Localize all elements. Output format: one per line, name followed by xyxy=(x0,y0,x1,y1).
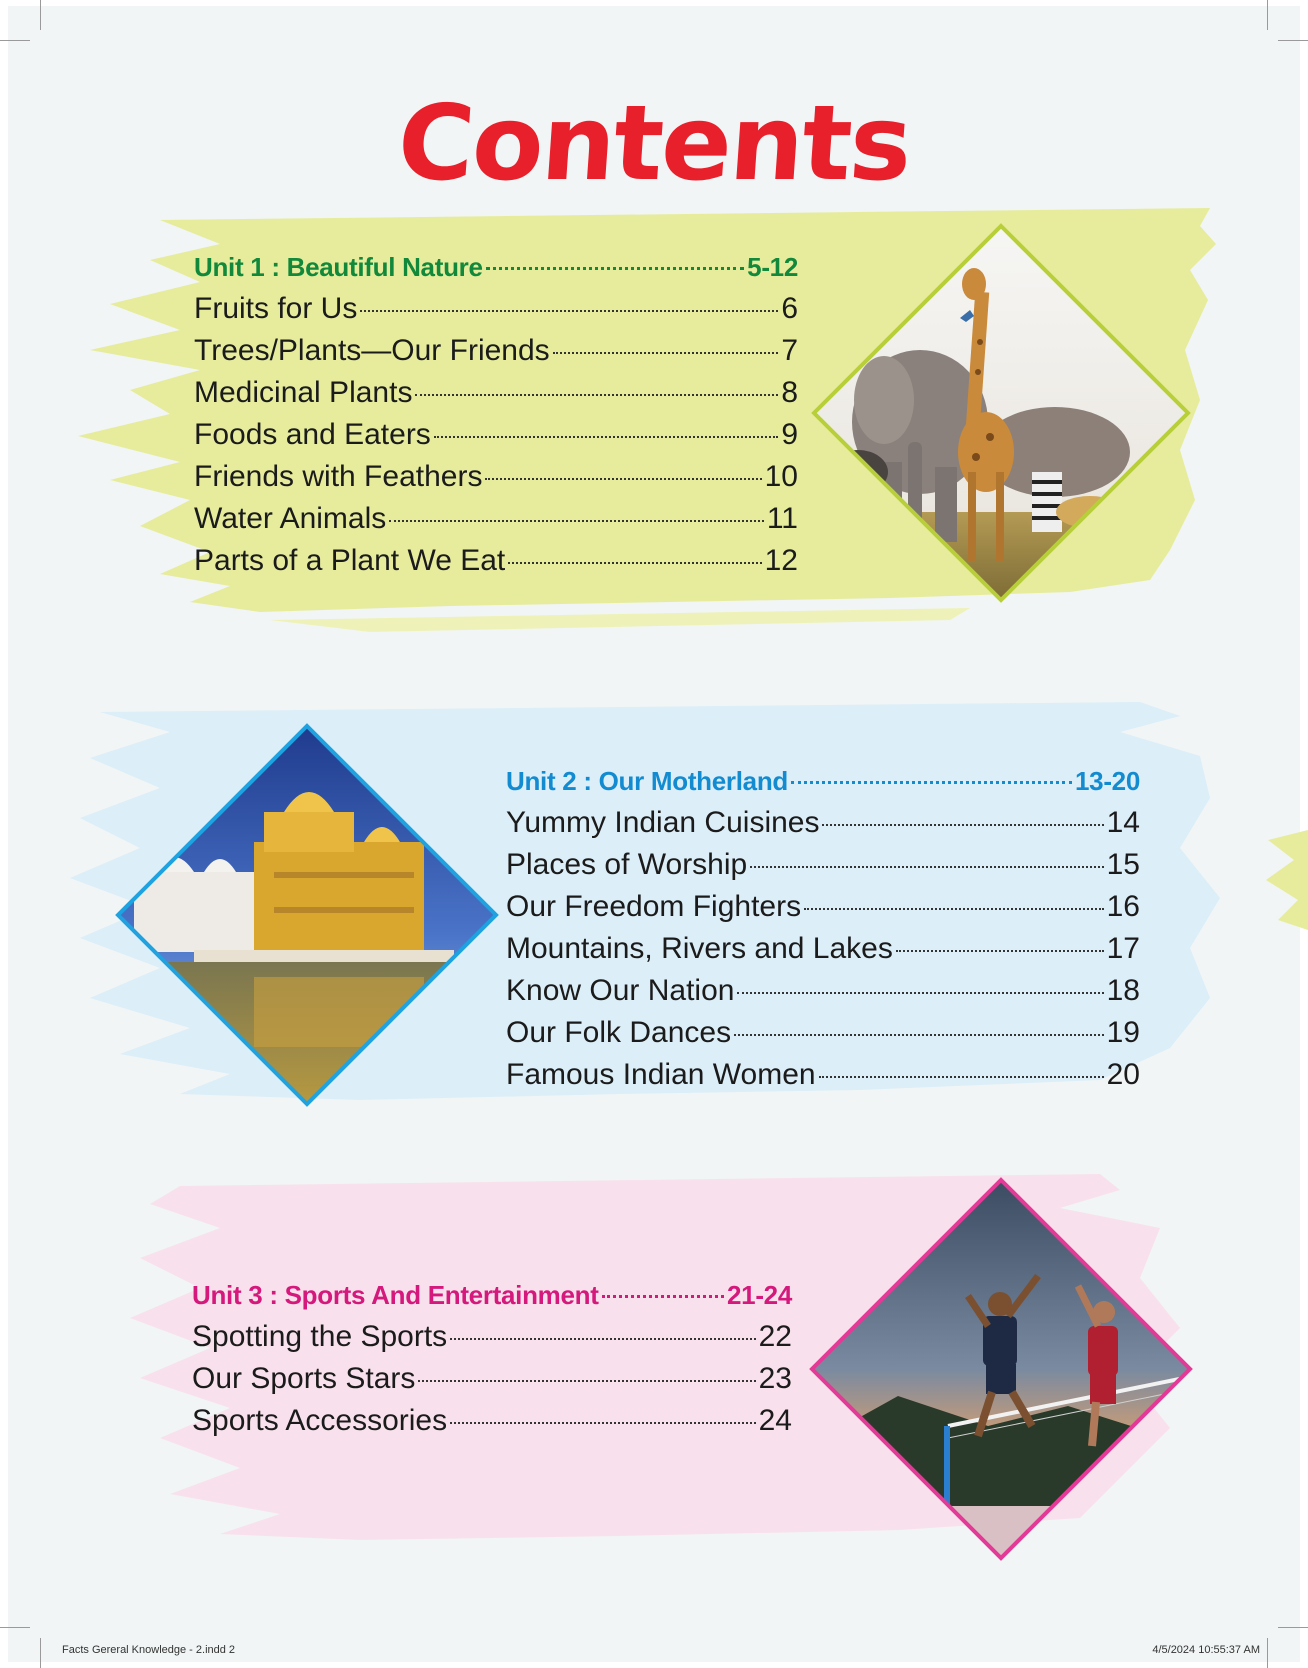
entry-page: 18 xyxy=(1106,974,1140,1007)
toc-entry[interactable] xyxy=(192,1316,792,1358)
toc-unit-2 xyxy=(506,760,1140,1096)
crop-mark xyxy=(1267,1638,1268,1668)
entry-title: Yummy Indian Cuisines xyxy=(506,806,820,839)
entry-page: 6 xyxy=(781,292,798,325)
entry-page: 9 xyxy=(781,418,798,451)
entry-title: Our Sports Stars xyxy=(192,1362,416,1395)
dot-leader xyxy=(602,1295,724,1298)
entry-title: Parts of a Plant We Eat xyxy=(194,544,506,577)
dot-leader xyxy=(434,436,779,438)
entry-title: Know Our Nation xyxy=(506,974,735,1007)
entry-title: Medicinal Plants xyxy=(194,376,413,409)
entry-page: 22 xyxy=(758,1320,792,1353)
unit-heading[interactable] xyxy=(194,246,798,288)
dot-leader xyxy=(819,1076,1104,1078)
entry-title: Friends with Feathers xyxy=(194,460,483,493)
entry-title: Sports Accessories xyxy=(192,1404,448,1437)
entry-page: 20 xyxy=(1106,1058,1140,1091)
crop-mark xyxy=(1278,40,1308,41)
entry-title: Mountains, Rivers and Lakes xyxy=(506,932,893,965)
crop-mark xyxy=(0,40,30,41)
toc-entry[interactable] xyxy=(194,414,798,456)
unit-pages: 21-24 xyxy=(727,1280,792,1310)
dot-leader xyxy=(822,824,1103,826)
unit-pages: 13-20 xyxy=(1075,766,1140,796)
dot-leader xyxy=(360,310,778,312)
toc-entry[interactable] xyxy=(506,1054,1140,1096)
crop-mark xyxy=(1267,0,1268,30)
dot-leader xyxy=(737,992,1103,994)
toc-entry[interactable] xyxy=(506,928,1140,970)
entry-title: Foods and Eaters xyxy=(194,418,431,451)
dot-leader xyxy=(896,950,1104,952)
dot-leader xyxy=(553,352,779,354)
footer-timestamp: 4/5/2024 10:55:37 AM xyxy=(1152,1644,1260,1656)
entry-page: 15 xyxy=(1106,848,1140,881)
toc-entry[interactable] xyxy=(194,540,798,582)
dot-leader xyxy=(485,478,761,480)
crop-mark xyxy=(40,1638,41,1668)
dot-leader xyxy=(418,1380,755,1382)
entry-title: Spotting the Sports xyxy=(192,1320,448,1353)
toc-entry[interactable] xyxy=(506,970,1140,1012)
toc-unit-1 xyxy=(194,246,798,582)
entry-page: 24 xyxy=(758,1404,792,1437)
toc-entry[interactable] xyxy=(192,1400,792,1442)
entry-page: 8 xyxy=(781,376,798,409)
toc-entry[interactable] xyxy=(194,372,798,414)
unit-title: Unit 3 : Sports And Entertainment xyxy=(192,1280,599,1310)
dot-leader xyxy=(804,908,1104,910)
entry-title: Famous Indian Women xyxy=(506,1058,816,1091)
entry-page: 10 xyxy=(764,460,798,493)
dot-leader xyxy=(734,1034,1104,1036)
entry-page: 14 xyxy=(1106,806,1140,839)
entry-page: 11 xyxy=(766,502,798,535)
unit-heading[interactable] xyxy=(506,760,1140,802)
dot-leader xyxy=(450,1338,755,1340)
crop-mark xyxy=(0,1627,30,1628)
toc-entry[interactable] xyxy=(506,844,1140,886)
crop-mark xyxy=(40,0,41,30)
toc-entry[interactable] xyxy=(194,498,798,540)
crop-mark xyxy=(1278,1627,1308,1628)
toc-entry[interactable] xyxy=(194,456,798,498)
entry-title: Water Animals xyxy=(194,502,387,535)
entry-page: 17 xyxy=(1106,932,1140,965)
brush-stroke-edge xyxy=(1258,830,1308,930)
entry-page: 16 xyxy=(1106,890,1140,923)
toc-entry[interactable] xyxy=(194,288,798,330)
entry-title: Fruits for Us xyxy=(194,292,358,325)
entry-page: 19 xyxy=(1106,1016,1140,1049)
dot-leader xyxy=(791,781,1072,784)
dot-leader xyxy=(508,562,761,564)
unit-pages: 5-12 xyxy=(747,252,798,282)
dot-leader xyxy=(415,394,778,396)
toc-unit-3 xyxy=(192,1274,792,1442)
wild-animals-photo-icon xyxy=(810,222,1192,604)
page-title: Contents xyxy=(393,82,915,204)
toc-entry[interactable] xyxy=(194,330,798,372)
dot-leader xyxy=(750,866,1103,868)
unit-heading[interactable] xyxy=(192,1274,792,1316)
unit-title: Unit 1 : Beautiful Nature xyxy=(194,252,483,282)
entry-title: Our Freedom Fighters xyxy=(506,890,802,923)
golden-temple-photo-icon xyxy=(114,722,500,1108)
entry-page: 12 xyxy=(764,544,798,577)
toc-entry[interactable] xyxy=(506,886,1140,928)
entry-title: Our Folk Dances xyxy=(506,1016,732,1049)
entry-title: Places of Worship xyxy=(506,848,748,881)
toc-entry[interactable] xyxy=(192,1358,792,1400)
dot-leader xyxy=(389,520,764,522)
dot-leader xyxy=(486,267,745,270)
toc-entry[interactable] xyxy=(506,1012,1140,1054)
entry-page: 23 xyxy=(758,1362,792,1395)
entry-page: 7 xyxy=(781,334,798,367)
entry-title: Trees/Plants—Our Friends xyxy=(194,334,550,367)
footer-file-info: Facts Gereral Knowledge - 2.indd 2 xyxy=(62,1644,236,1656)
unit-title: Unit 2 : Our Motherland xyxy=(506,766,788,796)
volleyball-players-photo-icon xyxy=(808,1176,1194,1562)
toc-entry[interactable] xyxy=(506,802,1140,844)
dot-leader xyxy=(450,1422,756,1424)
